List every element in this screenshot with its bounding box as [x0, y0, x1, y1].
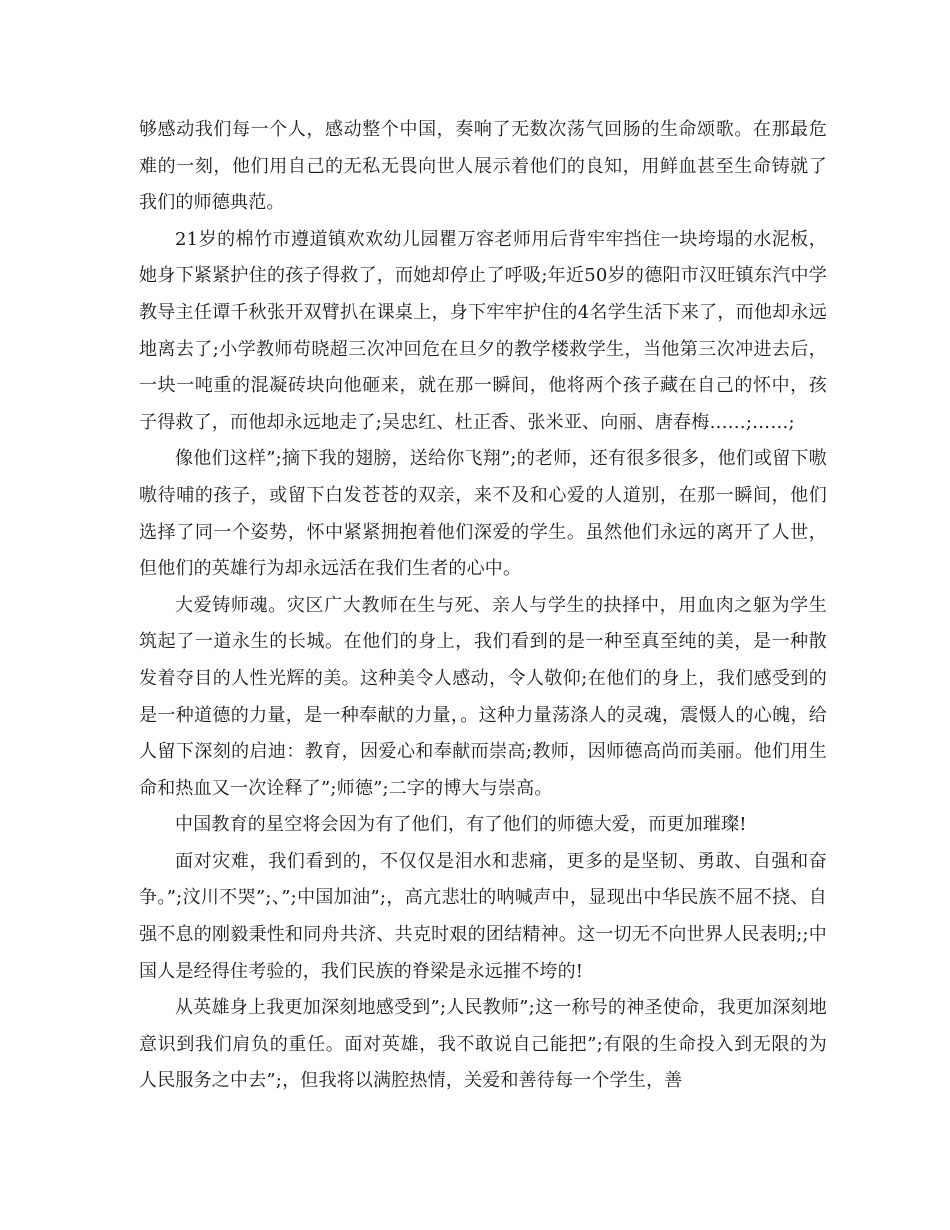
paragraph-great-love: 大爱铸师魂。灾区广大教师在生与死、亲人与学生的抉择中，用血肉之躯为学生筑起了一道永生的长城。在他们的身上，我们看到的是一种至真至纯的美，是一种散发着夺目的人性光辉的美。这种美令人感动，令人敬仰;在他们的身上，我们感受到的是一种道德的力量，是一种奉献的力量，。这种力量荡涤人的灵魂，震慑人的心魄，给人留下深刻的启迪：教育，因爱心和奉献而崇高;教师，因师德高尚而美丽。他们用生命和热血又一次诠释了”;师德”;二字的博大与崇高。 [139, 594, 827, 799]
paragraph-like-them: 像他们这样”;摘下我的翅膀，送给你飞翔”;的老师，还有很多很多，他们或留下嗷嗷待哺的孩子，或留下白发苍苍的双亲，来不及和心爱的人道别，在那一瞬间，他们选择了同一个姿势，怀中紧紧拥抱着他们深爱的学生。虽然他们永远的离开了人世，但他们的英雄行为却永远活在我们生者的心中。 [139, 448, 827, 580]
paragraph-teacher-examples: 21岁的棉竹市遵道镇欢欢幼儿园瞿万容老师用后背牢牢挡住一块垮塌的水泥板，她身下紧紧护住的孩子得救了，而她却停止了呼吸;年近50岁的德阳市汉旺镇东汽中学教导主任谭千秋张开双臂扒在课桌上，身下牢牢护住的4名学生活下来了，而他却永远地离去了;小学教师苟晓超三次冲回危在旦夕的教学楼救学生，当他第三次冲进去后，一块一吨重的混凝砖块向他砸来，就在那一瞬间，他将两个孩子藏在自己的怀中，孩子得救了，而他却永远地走了;吴忠红、杜正香、张米亚、向丽、唐春梅……;……; [139, 228, 827, 433]
paragraph-starry-sky: 中国教育的星空将会因为有了他们，有了他们的师德大爱，而更加璀璨! [175, 814, 747, 836]
document-body [139, 112, 827, 1100]
paragraph-facing-disaster: 面对灾难，我们看到的，不仅仅是泪水和悲痛，更多的是坚韧、勇敢、自强和奋争。”;汶川不哭”;、”;中国加油”;，高亢悲壮的呐喊声中，显现出中华民族不屈不挠、自强不息的刚毅秉性和同舟共济、共克时艰的团结精神。这一切无不向世界人民表明;;中国人是经得住考验的，我们民族的脊梁是永远摧不垮的! [139, 850, 827, 982]
paragraph-from-heroes: 从英雄身上我更加深刻地感受到”;人民教师”;这一称号的神圣使命，我更加深刻地意识到我们肩负的重任。面对英雄，我不敢说自己能把”;有限的生命投入到无限的为人民服务之中去”;，但我将以满腔热情，关爱和善待每一个学生，善 [139, 997, 827, 1092]
paragraph-continuation: 够感动我们每一个人，感动整个中国，奏响了无数次荡气回肠的生命颂歌。在那最危难的一刻，他们用自己的无私无畏向世人展示着他们的良知，用鲜血甚至生命铸就了我们的师德典范。 [139, 119, 827, 214]
